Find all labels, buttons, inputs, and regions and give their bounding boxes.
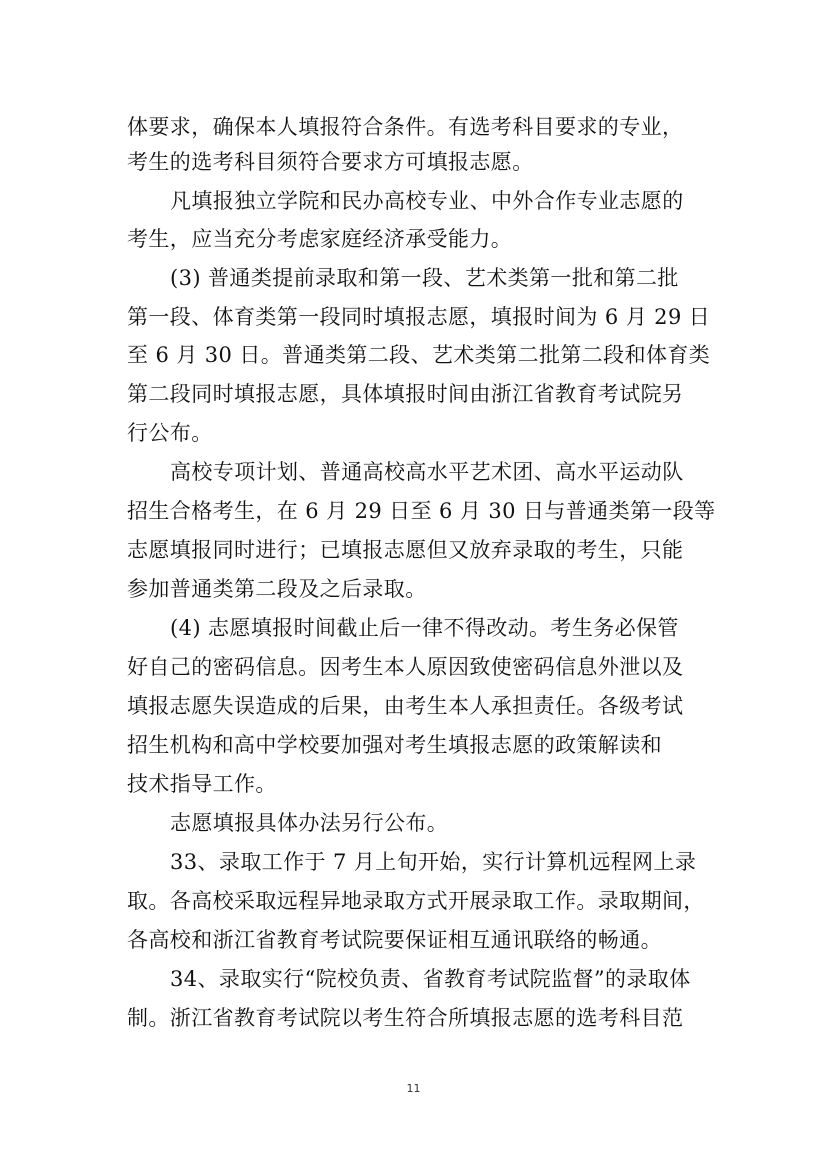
page-number: 11 (406, 1082, 421, 1095)
text-line: 考生的选考科目须符合要求方可填报志愿。 (127, 150, 534, 174)
text-line: 技术指导工作。 (127, 772, 277, 796)
text-line: 招生机构和高中学校要加强对考生填报志愿的政策解读和 (127, 733, 662, 757)
text-line: 好自己的密码信息。因考生本人原因致使密码信息外泄以及 (127, 655, 684, 679)
text-line: 考生，应当充分考虑家庭经济承受能力。 (127, 227, 513, 251)
text-line: 取。各高校采取远程异地录取方式开展录取工作。录取期间， (127, 889, 705, 913)
text-line: 各高校和浙江省教育考试院要保证相互通讯联络的畅通。 (127, 928, 662, 952)
text-line: 第二段同时填报志愿，具体填报时间由浙江省教育考试院另 (127, 382, 684, 406)
text-line: 至 6 月 30 日。普通类第二段、艺术类第二批第二段和体育类 (127, 343, 711, 367)
text-line: 33、录取工作于 7 月上旬开始，实行计算机远程网上录 (170, 850, 697, 874)
text-line: 34、录取实行“院校负责、省教育考试院监督”的录取体 (170, 967, 691, 991)
text-line: 第一段、体育类第一段同时填报志愿，填报时间为 6 月 29 日 (127, 305, 711, 329)
text-line: 凡填报独立学院和民办高校专业、中外合作专业志愿的 (170, 189, 684, 213)
text-line: 高校专项计划、普通高校高水平艺术团、高水平运动队 (170, 460, 684, 484)
text-line: 招生合格考生，在 6 月 29 日至 6 月 30 日与普通类第一段等 (127, 499, 716, 523)
text-line: 志愿填报具体办法另行公布。 (170, 811, 449, 835)
text-line: (3) 普通类提前录取和第一段、艺术类第一批和第二批 (170, 266, 679, 290)
text-line: 填报志愿失误造成的后果，由考生本人承担责任。各级考试 (127, 694, 684, 718)
text-line: 志愿填报同时进行；已填报志愿但又放弃录取的考生，只能 (127, 538, 684, 562)
text-line: 参加普通类第二段及之后录取。 (127, 577, 427, 601)
text-line: 制。浙江省教育考试院以考生符合所填报志愿的选考科目范 (127, 1006, 684, 1030)
text-line: 行公布。 (127, 421, 213, 445)
text-line: 体要求，确保本人填报符合条件。有选考科目要求的专业， (127, 115, 684, 139)
text-line: (4) 志愿填报时间截止后一律不得改动。考生务必保管 (170, 616, 679, 640)
